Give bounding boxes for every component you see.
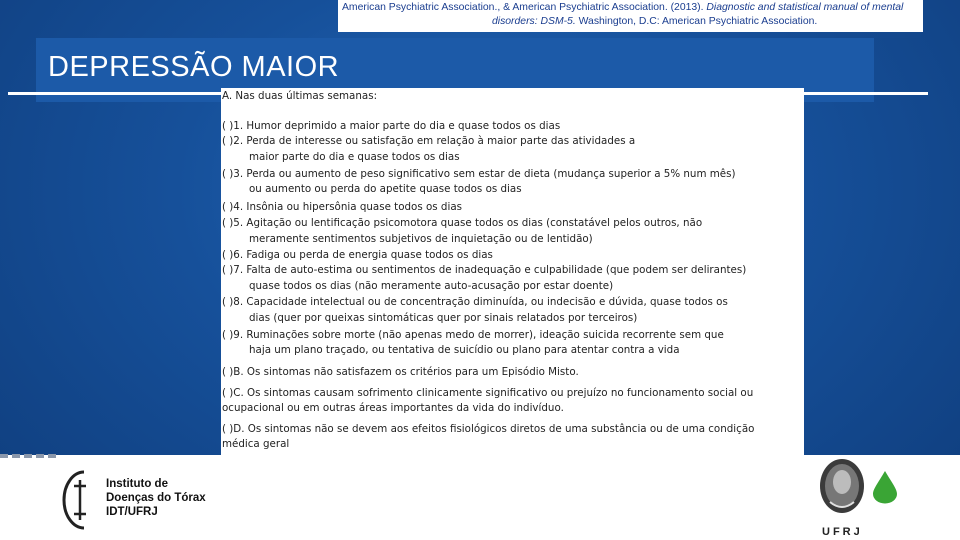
criteria-line: ( )D. Os sintomas não se devem aos efeitos fisiológicos diretos de uma substância ou de uma condição [222, 423, 755, 435]
criteria-line: haja um plano traçado, ou tentativa de suicídio ou plano para atentar contra a vida [249, 344, 680, 356]
criteria-line: ( )7. Falta de auto-estima ou sentimentos de inadequação e culpabilidade (que podem ser delirantes) [222, 264, 747, 276]
ufrj-seal-icon [818, 458, 866, 518]
criteria-line: maior parte do dia e quase todos os dias [249, 151, 460, 163]
criteria-heading: A. Nas duas últimas semanas: [222, 90, 378, 102]
institute-line-3: IDT/UFRJ [106, 506, 158, 518]
citation-publisher: Washington, D.C: American Psychiatric Association. [575, 16, 818, 27]
institute-line-2: Doenças do Tórax [106, 492, 206, 504]
footer-dashes [0, 454, 60, 458]
criteria-line: meramente sentimentos subjetivos de inquietação ou de lentidão) [249, 233, 593, 245]
criteria-line: ( )C. Os sintomas causam sofrimento clinicamente significativo ou prejuízo no funcionamento social ou [222, 387, 754, 399]
criteria-line: ( )9. Ruminações sobre morte (não apenas medo de morrer), ideação suicida recorrente sem que [222, 329, 724, 341]
citation-box [338, 0, 923, 32]
criteria-line: ocupacional ou em outras áreas importantes da vida do indivíduo. [222, 402, 564, 414]
criteria-line: ( )8. Capacidade intelectual ou de concentração diminuída, ou indecisão e dúvida, quase todos os [222, 296, 728, 308]
slide-title: DEPRESSÃO MAIOR [48, 51, 340, 83]
criteria-line: ( )2. Perda de interesse ou satisfação em relação à maior parte das atividades a [222, 135, 636, 147]
criteria-line: ( )4. Insônia ou hipersônia quase todos os dias [222, 201, 462, 213]
citation-line-1 [342, 1, 919, 15]
criteria-line: ou aumento ou perda do apetite quase todos os dias [249, 183, 522, 195]
criteria-line: ( )1. Humor deprimido a maior parte do dia e quase todos os dias [222, 120, 561, 132]
institute-name [106, 477, 206, 519]
citation-book-title-cont: disorders: DSM-5. [492, 16, 576, 27]
drop-icon [872, 470, 898, 504]
criteria-line: médica geral [222, 438, 290, 450]
citation-line-2 [342, 15, 919, 29]
ufrj-label: UFRJ [822, 526, 863, 538]
idt-logo-icon [60, 468, 100, 532]
criteria-line: ( )6. Fadiga ou perda de energia quase todos os dias [222, 249, 493, 261]
citation-book-title: Diagnostic and statistical manual of mental [706, 2, 904, 13]
criteria-line: quase todos os dias (não meramente auto-acusação por estar doente) [249, 280, 614, 292]
criteria-line: ( )B. Os sintomas não satisfazem os critérios para um Episódio Misto. [222, 366, 579, 378]
criteria-line: ( )3. Perda ou aumento de peso significativo sem estar de dieta (mudança superior a 5% num mês) [222, 168, 736, 180]
institute-line-1: Instituto de [106, 478, 168, 490]
criteria-line: ( )5. Agitação ou lentificação psicomotora quase todos os dias (constatável pelos outros, não [222, 217, 703, 229]
citation-authors: American Psychiatric Association., & American Psychiatric Association. (2013). [342, 2, 707, 13]
criteria-line: dias (quer por queixas sintomáticas quer por sinais relatados por terceiros) [249, 312, 638, 324]
